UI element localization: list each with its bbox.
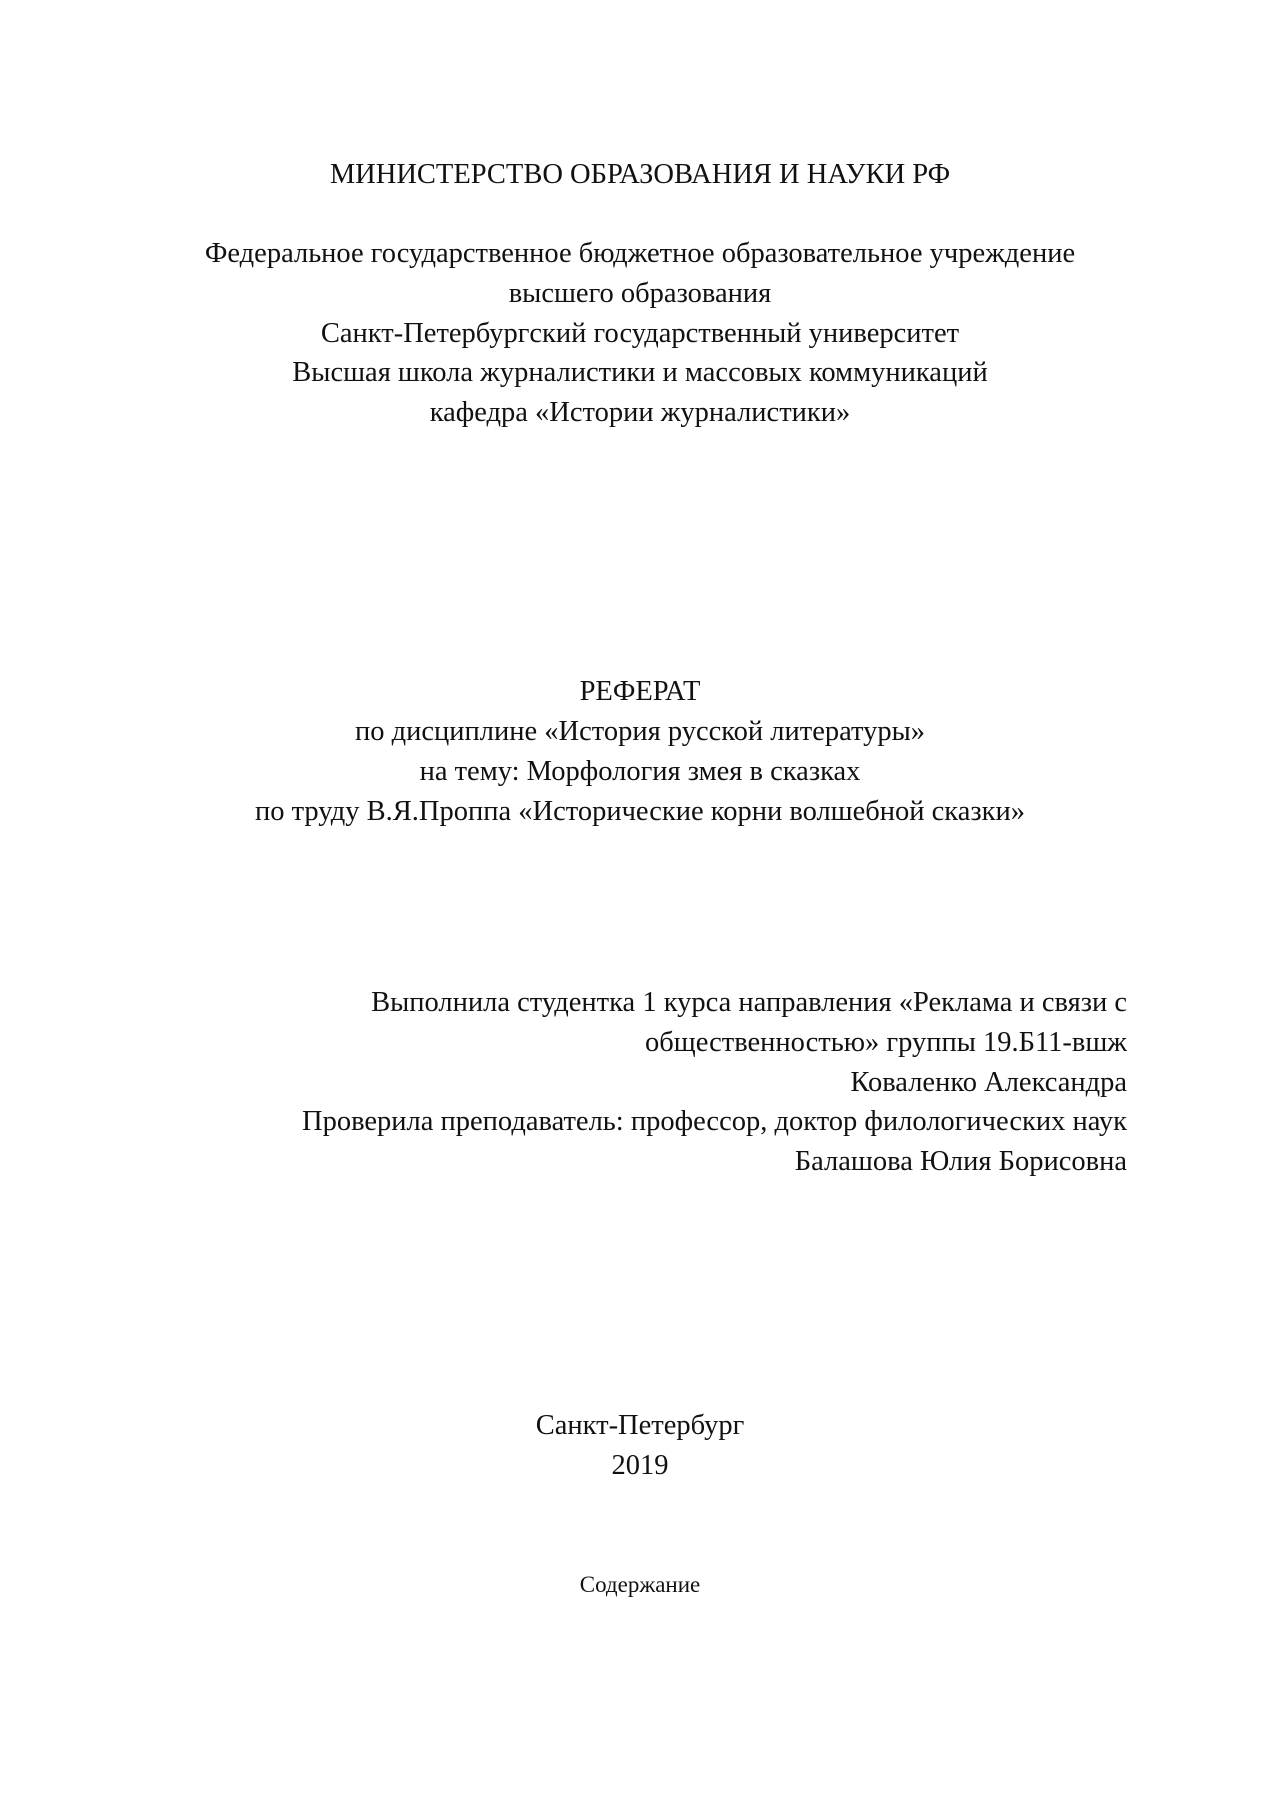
source-line: по труду В.Я.Проппа «Исторические корни волшебной сказки» [255, 796, 1025, 827]
institution-line-2: высшего образования [508, 278, 772, 309]
author-line-2: общественностью» группы 19.Б11-вшж [645, 1027, 1127, 1058]
city: Санкт-Петербург [535, 1410, 745, 1441]
university-name: Санкт-Петербургский государственный университет [320, 318, 960, 349]
reviewer-name: Балашова Юлия Борисовна [794, 1146, 1127, 1177]
ministry-heading: МИНИСТЕРСТВО ОБРАЗОВАНИЯ И НАУКИ РФ [329, 159, 951, 190]
institution-line-1: Федеральное государственное бюджетное образовательное учреждение [204, 238, 1076, 269]
department-name: кафедра «Истории журналистики» [429, 397, 851, 428]
school-name: Высшая школа журналистики и массовых коммуникаций [292, 357, 988, 388]
reviewer-line: Проверила преподаватель: профессор, доктор филологических наук [301, 1106, 1127, 1137]
doc-type-title: РЕФЕРАТ [579, 676, 701, 707]
author-name: Коваленко Александра [850, 1067, 1127, 1098]
contents-heading: Содержание [579, 1572, 701, 1597]
year: 2019 [611, 1450, 669, 1481]
author-line-1: Выполнила студентка 1 курса направления «Реклама и связи с [371, 987, 1127, 1018]
discipline-line: по дисциплине «История русской литературы» [355, 716, 925, 747]
topic-line: на тему: Морфология змея в сказках [419, 756, 861, 787]
